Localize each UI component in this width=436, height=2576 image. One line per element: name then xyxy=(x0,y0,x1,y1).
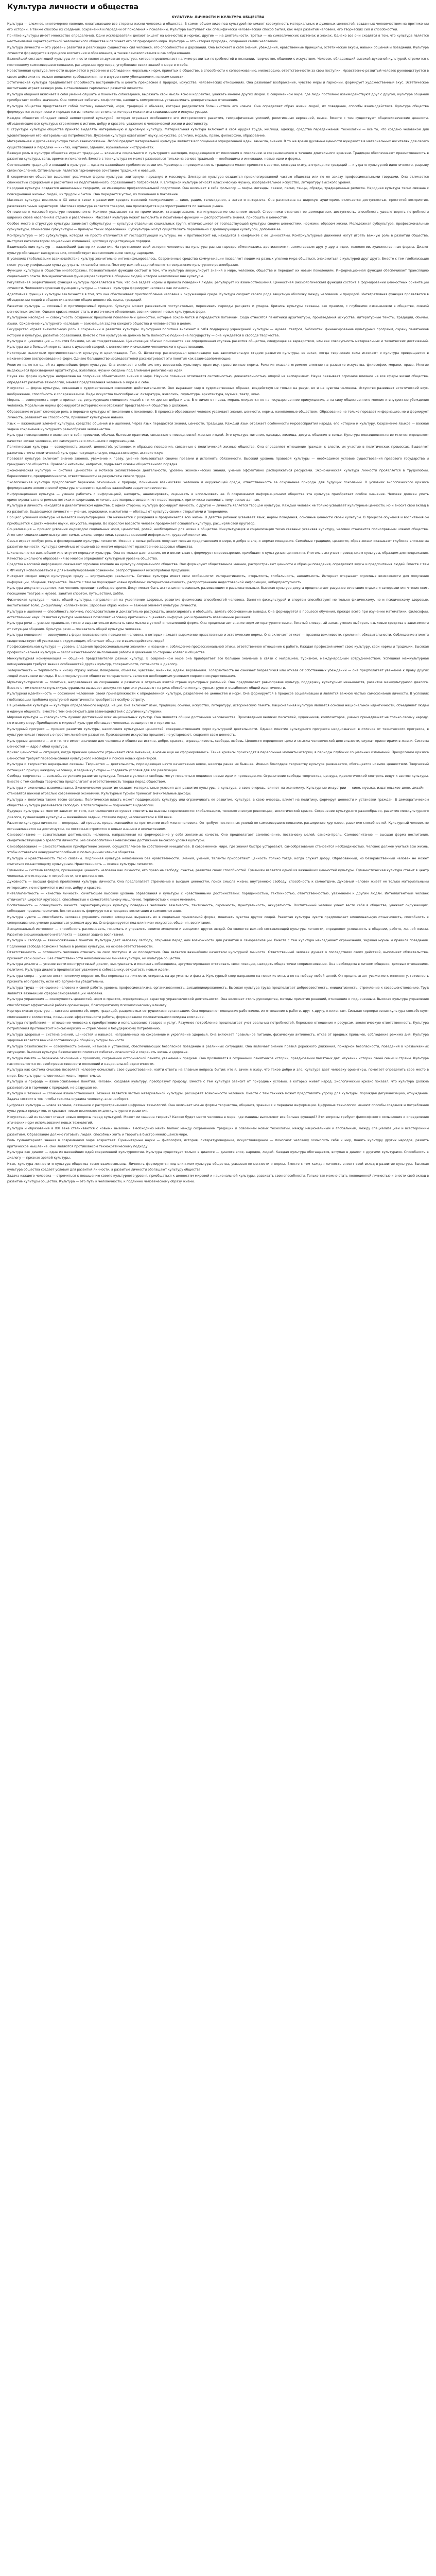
paragraph: Средства массовой информации оказывают огромное влияние на культуру современного общества. Они формируют общественное мнение, распространяют ценности и образцы поведения, определяют вкусы и предпочтения людей. Вместе с тем СМИ могут использоваться и для манипулирования сознанием, распространения низкопробной продукции. xyxy=(7,563,429,572)
paragraph: Культура повседневности включает в себя привычки, обычаи, бытовые практики, связанные с повседневной жизнью людей. Это культура питания, одежды, жилища, досуга, общения в семье. Культура повседневности во многом определяет качество жизни человека, его самочувствие и отношения с окружающими. xyxy=(7,433,429,443)
paragraph: Культура общения включает в себя умение слушать и понимать собеседника, выражать свои мысли ясно и корректно, уважать мнение других людей. В современном мире, где люди постоянно взаимодействуют друг с другом, культура общения приобретает особое значение. Она помогает избегать конфликтов, находить компромиссы, устанавливать доверительные отношения. xyxy=(7,92,429,103)
paragraph: Образование играет ключевую роль в передаче культуры от поколения к поколению. В процессе образования человек усваивает знания, ценности, нормы, накопленные обществом. Образование не только передает информацию, но и формирует личность, развивает ее способности, прививает культурные навыки. xyxy=(7,410,429,420)
paragraph: Итак, культура личности и культура общества тесно взаимосвязаны. Личность формируется под влиянием культуры общества, усваивая ее ценности и нормы. Вместе с тем каждая личность вносит свой вклад в развитие культуры. Высокая культура общества создает условия для развития личности, а развитые личности обогащают культуру общества. xyxy=(7,1162,429,1172)
paragraph: Культурные ценности — это то, что имеет значение для человека и общества: истина, добро, красота, справедливость, свобода, любовь. Ценности определяют цели и смыслы человеческой деятельности, служат ориентирами в жизни. Система ценностей — ядро любой культуры. xyxy=(7,739,429,749)
paragraph: Процесс усвоения культуры называется инкультурацией. Он начинается с рождения и продолжается всю жизнь. В детстве ребенок усваивает язык, нормы поведения, основные ценности своей культуры. В процессе обучения и воспитания он приобщается к достижениям науки, искусства, морали. Во взрослом возрасте человек продолжает осваивать культуру, расширяя свой кругозор. xyxy=(7,516,429,526)
paragraph: Корпоративная культура — система ценностей, норм, традиций, разделяемых сотрудниками организации. Она определяет поведение работников, их отношение к работе, друг к другу, к клиентам. Сильная корпоративная культура способствует сплоченности коллектива, повышению эффективности работы, формированию положительного имиджа компании. xyxy=(7,1009,429,1019)
paragraph: Мировая культура — совокупность лучших достижений всех национальных культур. Она является общим достоянием человечества. Произведения великих писателей, художников, композиторов, ученых принадлежат не только своему народу, но и всему миру. Приобщение к мировой культуре обогащает человека, расширяет его горизонты. xyxy=(7,715,429,725)
document-title: Культура личности и общества xyxy=(7,3,139,11)
paragraph: Культура и природа — взаимосвязанные понятия. Человек, создавая культуру, преобразует природу. Вместе с тем культура зависит от природных условий, в которых живет народ. Экологический кризис показал, что культура должна развиваться в гармонии с природой, не разрушая ее. xyxy=(7,1080,429,1090)
chapter-heading: КУЛЬТУРА: ЛИЧНОСТИ И КУЛЬТУРА ОБЩЕСТВА xyxy=(171,15,265,19)
paragraph: Экологическая культура предполагает бережное отношение к природе, понимание взаимосвязи человека и окружающей среды, ответственность за сохранение природы для будущих поколений. В условиях экологического кризиса формирование экологической культуры становится одной из важнейших задач человечества. xyxy=(7,480,429,490)
paragraph: Духовность — высшая форма проявления культуры личности. Она предполагает стремление к высшим ценностям, поиск смысла жизни, внутреннюю свободу, способность к самоотдаче. Духовный человек живет не только материальными интересами, но и стремится к истине, добру и красоте. xyxy=(7,880,429,890)
paragraph: Культура поведения — совокупность форм повседневного поведения человека, в которых находят выражение нравственные и эстетические нормы. Она включает этикет — правила вежливости, приличия, обходительности. Соблюдение этикета свидетельствует об уважении к окружающим, облегчает общение и взаимодействие людей. xyxy=(7,633,429,643)
paragraph: Будущее культуры во многом зависит от того, как человечество сумеет ответить на вызовы современности: глобализацию, технологическую революцию, экологический кризис. Сохранение культурного разнообразия, развитие межкультурного диалога, гуманизация культуры — важнейшие задачи, стоящие перед человечеством в XXI веке. xyxy=(7,809,429,819)
paragraph: Развитие культуры — сложный и противоречивый процесс. Культура может развиваться поступательно, переживать периоды расцвета и упадка. Кризисы культуры связаны, как правило, с глубокими изменениями в обществе, сменой ценностных систем. Однако кризис может стать и источником обновления, возникновения новых культурных форм. xyxy=(7,304,429,314)
paragraph: В условиях глобализации взаимодействие культур значительно интенсифицировалось. Современные средства коммуникации позволяют людям из разных уголков мира общаться, знакомиться с культурой друг друга. Вместе с тем глобализация несет угрозу унификации культур, утраты их самобытности. Поэтому важной задачей является сохранение культурного разнообразия. xyxy=(7,257,429,267)
paragraph: Взаимодействие культур — важнейший фактор их развития. На протяжении всей истории человечества культуры разных народов обменивались достижениями, заимствовали друг у друга идеи, технологии, художественные формы. Диалог культур обогащает каждую из них, способствует взаимопониманию между народами. xyxy=(7,245,429,255)
paragraph: Воспитанность — совокупность качеств, характеризующих культуру поведения человека: вежливость, тактичность, скромность, пунктуальность, аккуратность. Воспитанный человек умеет вести себя в обществе, уважает окружающих, соблюдает правила приличия. Воспитанность формируется в процессе воспитания и самовоспитания. xyxy=(7,903,429,913)
paragraph: Искусственный интеллект ставит новые вопросы перед культурой. Может ли машина творить? Каково будет место человека в мире, где машины выполняют все больше функций? Эти вопросы требуют философского осмысления и определения этических норм использования новых технологий. xyxy=(7,1115,429,1125)
paragraph: Культура труда — отношение человека к своей работе, уровень профессионализма, организованность, дисциплинированность. Высокая культура труда предполагает добросовестность, инициативность, стремление к совершенствованию. Труд является важнейшей сферой самореализации человека. xyxy=(7,986,429,996)
paragraph: Экономическая культура — система ценностей и мотивов хозяйственной деятельности, уровень экономических знаний, умение эффективно распоряжаться ресурсами. Экономическая культура личности проявляется в трудолюбии, бережливости, предприимчивости, ответственности за результаты своего труда. xyxy=(7,468,429,479)
paragraph: Интеллигентность — качество личности, сочетающее высокий уровень образования и культуры с нравственными достоинствами: порядочностью, тактичностью, ответственностью, уважением к другим людям. Интеллигентный человек отличается широтой кругозора, способностью к самостоятельному мышлению, терпимостью к иным мнениям. xyxy=(7,892,429,902)
paragraph: Культура общества представляет собой систему ценностей, норм, традиций и обычаев, которые разделяются большинством его членов. Она определяет образ жизни людей, их поведение, способы взаимодействия. Культура общества формируется исторически и передается из поколения в поколение через механизмы социализации и инкультурации. xyxy=(7,104,429,114)
paragraph: Наука как форма культуры направлена на получение объективного знания о мире. Научное познание отличается системностью, доказательностью, опорой на эксперимент. Наука оказывает огромное влияние на все сферы жизни общества, определяет развитие технологий, меняет представления человека о мире и о себе. xyxy=(7,375,429,384)
paragraph: Культура чувств — способность человека управлять своими эмоциями, выражать их в социально приемлемой форме, понимать чувства других людей. Развитая культура чувств предполагает эмоциональную отзывчивость, способность к сопереживанию, умение радоваться успехам других. Она формируется под влиянием искусства, общения, воспитания. xyxy=(7,915,429,925)
paragraph: Роль гуманитарного знания в современном мире возрастает. Гуманитарные науки — философия, история, литературоведение, искусствоведение — помогают человеку осмыслить себя и мир, понять культуру других народов, развить критическое мышление. Они являются противовесом технократическому подходу. xyxy=(7,1139,429,1148)
paragraph: Культурная идентичность — осознание человеком своей принадлежности к определенной культуре, разделение ее ценностей и норм. Она формируется в процессе социализации и является важной частью самосознания личности. В условиях глобализации проблема культурной идентичности приобретает особую остроту. xyxy=(7,692,429,702)
paragraph: Материальная и духовная культура тесно взаимосвязаны. Любой предмет материальной культуры является воплощением определенной идеи, замысла, знания. В то же время духовные ценности нуждаются в материальных носителях для своего существования и передачи — книгах, картинах, зданиях, музыкальных инструментах. xyxy=(7,140,429,149)
paragraph: Важную роль в культуре общества играют традиции — элементы социального и культурного наследия, передающиеся от поколения к поколению и сохраняющиеся в течение длительного времени. Традиции обеспечивают преемственность в развитии культуры, связь времен и поколений. Вместе с тем культура не может развиваться только на основе традиций — необходимы и инновации, новые идеи и формы. xyxy=(7,151,429,161)
document-body xyxy=(7,21,429,1184)
paragraph: Государство играет значительную роль в сохранении и развитии культуры. Культурная политика включает в себя поддержку учреждений культуры — музеев, театров, библиотек, финансирование культурных программ, охрану памятников истории и культуры, развитие образования. Вместе с тем культура не должна быть полностью подчинена государству — она нуждается в свободе творчества. xyxy=(7,328,429,337)
paragraph: Политическая культура — совокупность знаний, ценностей, установок и образцов поведения, связанных с политической жизнью общества. Она определяет отношение граждан к власти, их участие в политических процессах. Выделяют различные типы политической культуры: патриархальную, подданническую, активистскую. xyxy=(7,445,429,455)
paragraph: Задача каждого человека — стремиться к повышению своего культурного уровня, приобщаться к ценностям мировой и национальной культуры, развивать свои способности. Только так можно стать полноценной личностью и внести свой вклад в развитие культуры общества. Культура — это путь к человечности, к подлинно человеческому образу жизни. xyxy=(7,1174,429,1184)
paragraph: Культура управления — совокупность ценностей, норм и практик, определяющих характер управленческой деятельности. Она включает стиль руководства, методы принятия решений, отношение к подчиненным. Высокая культура управления способствует эффективной работе организации, благоприятному психологическому климату. xyxy=(7,997,429,1007)
paragraph: Интернет создал новую культурную среду — виртуальную реальность. Сетевая культура имеет свои особенности: интерактивность, открытость, глобальность, анонимность. Интернет открывает огромные возможности для получения информации, общения, творчества. Вместе с тем он порождает новые проблемы: интернет-зависимость, распространение недостоверной информации, киберпреступность. xyxy=(7,574,429,584)
paragraph: Кризис ценностей — ситуация, когда прежние ценности утрачивают свое значение, а новые еще не сформировались. Такие кризисы происходят в переломные моменты истории, в периоды глубоких социальных изменений. Преодоление кризиса ценностей требует переосмысления культурного наследия и поиска новых ориентиров. xyxy=(7,751,429,760)
paragraph: Культура досуга определяет, как человек проводит свободное время. Досуг может быть активным и пассивным, развивающим и развлекательным. Высокая культура досуга предполагает разумное сочетание отдыха и саморазвития: чтение книг, посещение театров и музеев, занятия спортом, путешествия, хобби. xyxy=(7,586,429,596)
paragraph: Культура безопасности — совокупность знаний, навыков и установок, обеспечивающих безопасное поведение в различных ситуациях. Она включает знание правил дорожного движения, пожарной безопасности, поведения в чрезвычайных ситуациях. Высокая культура безопасности помогает избегать опасностей и сохранять жизнь и здоровье. xyxy=(7,1044,429,1055)
paragraph: Нравственная культура личности выражается в усвоении и соблюдении моральных норм, принятых в обществе, в способности к сопереживанию, милосердию, ответственности за свои поступки. Нравственно развитый человек руководствуется в своих действиях не только внешними требованиями, но и внутренними убеждениями, голосом совести. xyxy=(7,69,429,79)
paragraph: Школа является важнейшим институтом передачи культуры. Она не только дает знания, но и воспитывает, формирует мировоззрение, приобщает к культурным ценностям. Учитель выступает проводником культуры, образцом для подражания. Качество школьного образования во многом определяет культурный уровень общества. xyxy=(7,551,429,561)
paragraph: Некоторые мыслители противопоставляли культуру и цивилизацию. Так, О. Шпенглер рассматривал цивилизацию как заключительную стадию развития культуры, ее закат, когда творческие силы иссякают и культура превращается в механическое воспроизведение форм. Однако большинство исследователей рассматривают эти понятия как взаимодополняющие. xyxy=(7,351,429,361)
paragraph: Культурное наследие — совокупность созданных прошлыми поколениями ценностей, которые сохраняются и передаются потомкам. Сюда относятся памятники архитектуры, произведения искусства, литературные тексты, традиции, обычаи, языки. Сохранение культурного наследия — важнейшая задача каждого общества и человечества в целом. xyxy=(7,316,429,326)
paragraph: Каждое общество обладает своей неповторимой культурой, которая отражает особенности его исторического развития, географических условий, религиозных верований, языка. Вместе с тем существуют общечеловеческие ценности, объединяющие все культуры: стремление к истине, добру и красоте, уважение к человеческой жизни и достоинству. xyxy=(7,116,429,126)
paragraph: Ответственность — готовность человека отвечать за свои поступки и их последствия. Она является важнейшим качеством культурной личности. Ответственный человек думает о последствиях своих действий, выполняет обязательства, признает свои ошибки. Без ответственности невозможны ни личная культура, ни культура общества. xyxy=(7,951,429,960)
paragraph: В структуре культуры общества принято выделять материальную и духовную культуру. Материальная культура включает в себя орудия труда, жилища, одежду, средства передвижения, технологии — всё то, что создано человеком для удовлетворения его материальных потребностей. Духовная культура охватывает науку, искусство, религию, мораль, право, философию, образование. xyxy=(7,128,429,138)
paragraph: Культура здоровья — система знаний, ценностей и навыков, направленных на сохранение и укрепление здоровья. Она включает правильное питание, физическую активность, отказ от вредных привычек, соблюдение режима дня. Культура здоровья является важной составляющей общей культуры личности. xyxy=(7,1032,429,1043)
paragraph: Культура речи — умение правильно, точно и выразительно излагать свои мысли в устной и письменной форме. Она предполагает знание норм литературного языка, богатый словарный запас, умение выбирать языковые средства в зависимости от ситуации общения. Культура речи — показатель общей культуры человека. xyxy=(7,621,429,631)
paragraph: Культура и свобода — взаимосвязанные понятия. Культура дает человеку свободу, открывая перед ним возможности для развития и самореализации. Вместе с тем культура накладывает ограничения, задавая нормы и правила поведения. Подлинная свобода возможна только в рамках культуры, на основе ответственности. xyxy=(7,939,429,948)
paragraph: Особое место в структуре культуры занимают субкультуры — культуры отдельных социальных групп, отличающиеся от господствующей культуры своими ценностями, нормами, образом жизни. Молодежная субкультура, профессиональные субкультуры, этнические субкультуры — примеры таких образований. Субкультуры могут существовать параллельно с доминирующей культурой, дополняя ее. xyxy=(7,222,429,232)
paragraph: Социализация — процесс усвоения индивидом социальных норм, ценностей, ролей, необходимых для жизни в обществе. Инкультурация и социализация тесно связаны: усваивая культуру, человек становится полноправным членом общества. Агентами социализации выступают семья, школа, сверстники, средства массовой информации, трудовой коллектив. xyxy=(7,527,429,537)
paragraph: Культура и политика также тесно связаны. Политическая власть может поддерживать культуру или ограничивать ее развитие. Культура, в свою очередь, влияет на политику, формируя ценности и установки граждан. В демократическом обществе культура развивается свободно, в тоталитарном — подчиняется идеологии. xyxy=(7,798,429,808)
paragraph: Регулятивная (нормативная) функция культуры проявляется в том, что она задает нормы и правила поведения людей, регулирует их взаимоотношения. Ценностная (аксиологическая) функция состоит в формировании ценностных ориентаций личности. Человекотворческая функция культуры — главная: культура формирует человека как личность. xyxy=(7,280,429,291)
paragraph: Культура личности — это уровень развития и реализации сущностных сил человека, его способностей и дарований. Она включает в себя знания, убеждения, нравственные принципы, эстетические вкусы, навыки общения и поведения. Культура личности формируется в процессе воспитания и образования, а также самовоспитания и самообразования. xyxy=(7,45,429,56)
paragraph: В современном обществе выделяют различные формы культуры: элитарную, народную и массовую. Элитарная культура создается привилегированной частью общества или по ее заказу профессиональными творцами. Она отличается сложностью содержания и рассчитана на подготовленного, образованного потребителя. К элитарной культуре относят классическую музыку, изобразительное искусство, литературу высокого уровня. xyxy=(7,175,429,184)
paragraph: Развитие культуры личности — непрерывный процесс, продолжающийся на протяжении всей жизни человека. Он требует постоянных усилий по самосовершенствованию, расширению кругозора, развитию способностей. Культурный человек не останавливается на достигнутом, он постоянно стремится к новым знаниям и впечатлениям. xyxy=(7,821,429,831)
paragraph: Религия является одной из древнейших форм культуры. Она включает в себя систему верований, культовую практику, нравственные нормы. Религия оказала огромное влияние на развитие искусства, философии, морали, права. Многие выдающиеся произведения архитектуры, живописи, музыки созданы под влиянием религиозных идей. xyxy=(7,363,429,372)
paragraph: Правовая культура включает знание законов, уважение к праву, умение пользоваться своими правами и исполнять обязанности. Высокий уровень правовой культуры — необходимое условие существования правового государства и гражданского общества. Правовой нигилизм, напротив, подрывает основы общественного порядка. xyxy=(7,457,429,467)
paragraph: Самообразование — самостоятельное приобретение знаний, осуществляемое по собственной инициативе. В современном мире, где знания быстро устаревают, самообразование становится необходимостью. Человек должен учиться всю жизнь, чтобы оставаться конкурентоспособным и полноценным членом общества. xyxy=(7,844,429,855)
paragraph: Цифровая культура — новое явление, связанное с распространением цифровых технологий. Она включает новые формы творчества, общения, хранения и передачи информации. Цифровые технологии меняют способы создания и потребления культурных продуктов, открывают новые возможности для культурного развития. xyxy=(7,1103,429,1113)
paragraph: Важнейшей составляющей культуры личности является духовная культура, которая предполагает наличие развитых потребностей в познании, творчестве, общении с искусством. Человек, обладающий высокой духовной культурой, стремится к постоянному самосовершенствованию, расширению кругозора, углублению своих знаний о мире и о себе. xyxy=(7,57,429,67)
paragraph: Физическая культура — часть общей культуры, направленная на укрепление здоровья, развитие физических способностей человека. Занятия физкультурой и спортом способствуют не только физическому, но и психическому здоровью, воспитывают волю, дисциплину, коллективизм. Здоровый образ жизни — важный элемент культуры личности. xyxy=(7,598,429,608)
paragraph: Межкультурная коммуникация — общение представителей разных культур. В современном мире она приобретает все большее значение в связи с миграцией, туризмом, международным сотрудничеством. Успешная межкультурная коммуникация требует знания особенностей других культур, толерантности, готовности к диалогу. xyxy=(7,656,429,667)
paragraph: Культура — сложное, многомерное явление, охватывающее все стороны жизни человека и общества. В самом общем виде под культурой понимают совокупность материальных и духовных ценностей, созданных человечеством на протяжении его истории, а также способы их создания, сохранения и передачи от поколения к поколению. Культура выступает как специфически человеческий способ бытия, как мера развития человека, его творческих сил и способностей. xyxy=(7,22,429,32)
paragraph: Понятие культуры имеет множество определений. Одни исследователи делают акцент на ценностях и нормах, другие — на деятельности, третьи — на символических системах и знаках. Однако все они сходятся в том, что культура является неотъемлемой характеристикой человеческого общества и отличает его от природного мира. Культура — это «вторая природа», созданная самим человеком. xyxy=(7,33,429,44)
paragraph: Профессиональная культура — уровень владения профессиональными знаниями и навыками, соблюдение профессиональной этики, ответственное отношение к работе. Каждая профессия имеет свою культуру, свои нормы и традиции. Высокая профессиональная культура — залог качественного выполнения работы и уважения со стороны коллег и общества. xyxy=(7,645,429,655)
paragraph: Самовоспитание — сознательная деятельность человека, направленная на формирование у себя желаемых качеств. Оно предполагает самопознание, постановку целей, самоконтроль. Самовоспитание — высшая форма воспитания, свидетельствующая о зрелости личности. Без самовоспитания невозможно достижение высокого уровня культуры. xyxy=(7,833,429,843)
paragraph: Мультикультурализм — политика, направленная на сохранение и развитие в отдельно взятой стране культурных различий. Она предполагает равноправие культур, поддержку культурных меньшинств, развитие межкультурного диалога. Вместе с тем политика мультикультурализма вызывает дискуссии: критики указывают на риск обособления культурных групп и ослабления общей идентичности. xyxy=(7,680,429,690)
paragraph: Искусство — форма культуры, связанная с художественным освоением действительности. Оно выражает мир в художественных образах, воздействуя не только на разум, но и на чувства человека. Искусство развивает эстетический вкус, воображение, способность к сопереживанию. Виды искусства многообразны: литература, живопись, скульптура, архитектура, музыка, театр, кино. xyxy=(7,386,429,396)
paragraph: Адаптивная функция культуры заключается в том, что она обеспечивает приспособление человека к окружающей среде. Культура создает своего рода защитную оболочку между человеком и природой. Интегративная функция проявляется в объединении людей в общности на основе общих ценностей, языка, традиций. xyxy=(7,292,429,302)
paragraph: Функции культуры в обществе многообразны. Познавательная функция состоит в том, что культура аккумулирует знания о мире, человеке, обществе и передает их новым поколениям. Информационная функция обеспечивает трансляцию социального опыта. Коммуникативная функция реализуется в общении людей, которое невозможно вне культуры. xyxy=(7,269,429,279)
paragraph: Соотношение традиций и новаций в культуре — одна из важнейших проблем ее развития. Чрезмерная приверженность традициям может привести к застою, консерватизму, а отрицание традиций — к утрате культурной идентичности, разрыву связи поколений. Оптимальным является гармоничное сочетание традиций и новаций. xyxy=(7,163,429,173)
paragraph: Толерантность — терпимость к иному образу жизни, поведению, обычаям, чувствам, мнениям, идеям, верованиям. Толерантность не означает безразличия или отказа от собственных убеждений — она предполагает уважение к праву других людей иметь свои взгляды. В многокультурном обществе толерантность является необходимым условием мирного сосуществования. xyxy=(7,668,429,679)
paragraph: Культура как система смыслов позволяет человеку осмыслить свое существование, найти ответы на главные вопросы бытия: кто я, зачем я живу, что такое добро и зло. Культура дает человеку ориентиры, помогает определить свое место в мире. Без культуры человеческая жизнь теряет смысл. xyxy=(7,1068,429,1078)
paragraph: Культура спора — умение вести полемику корректно, без перехода на личности, опираясь на аргументы и факты. Культурный спор направлен на поиск истины, а не на победу любой ценой. Он предполагает уважение к оппоненту, готовность признать его правоту, если его аргументы убедительны. xyxy=(7,974,429,984)
paragraph: Культура и личность находятся в диалектическом единстве. С одной стороны, культура формирует личность, с другой — личность является творцом культуры. Каждый человек не только усваивает культурные ценности, но и вносит свой вклад в их развитие. Выдающиеся личности — ученые, художники, мыслители — обогащают культуру своими открытиями и творениями. xyxy=(7,504,429,514)
paragraph: Эстетическая культура предполагает способность воспринимать и ценить прекрасное в природе, искусстве, человеческих отношениях. Она развивает воображение, чувство меры и гармонии, формирует художественный вкус. Эстетическое воспитание играет важную роль в становлении гармонично развитой личности. xyxy=(7,81,429,91)
paragraph: Культура мышления — способность логично, последовательно и доказательно рассуждать, анализировать и обобщать, делать обоснованные выводы. Она формируется в процессе обучения, прежде всего при изучении математики, философии, естественных наук. Развитая культура мышления позволяет человеку критически оценивать информацию и принимать взвешенные решения. xyxy=(7,609,429,620)
paragraph: Культура и образование в XXI веке сталкиваются с новыми вызовами. Необходимо найти баланс между сохранением традиций и освоением новых технологий, между национальным и глобальным, между специализацией и всесторонним развитием. Образование должно готовить людей, способных жить и творить в быстро меняющемся мире. xyxy=(7,1127,429,1137)
paragraph: Культура и техника — сложные взаимоотношения. Техника является частью материальной культуры, расширяет возможности человека. Вместе с тем техника может представлять угрозу для культуры, порождая дегуманизацию, отчуждение. Задача состоит в том, чтобы техника служила человеку, а не наоборот. xyxy=(7,1091,429,1101)
paragraph: Мораль — совокупность норм и принципов, регулирующих поведение людей с точки зрения добра и зла. В отличие от права, мораль опирается не на государственное принуждение, а на силу общественного мнения и внутренние убеждения человека. Моральные нормы формируются исторически и отражают представления общества о должном. xyxy=(7,398,429,408)
paragraph: Гуманизм — система взглядов, признающая ценность человека как личности, его право на свободу, счастье, развитие своих способностей. Гуманизм является одной из важнейших ценностей культуры. Гуманистическая культура ставит в центр человека, его интересы и потребности, его достоинство. xyxy=(7,868,429,878)
paragraph: Культура памяти — бережное отношение к прошлому, сохранение исторической памяти, уважение к предкам. Она проявляется в сохранении памятников истории, праздновании памятных дат, изучении истории своей семьи и страны. Культура памяти является основой преемственности поколений и национальной идентичности. xyxy=(7,1056,429,1066)
paragraph: Культура как диалог — одна из важнейших идей современной культурологии. Культура существует только в диалоге — диалоге эпох, народов, людей. Каждая культура обогащается, вступая в диалог с другими культурами. Способность к диалогу — признак зрелой культуры. xyxy=(7,1150,429,1160)
paragraph: Культурный прогресс — процесс развития культуры, накопления культурных ценностей, совершенствования форм культурной деятельности. Однако понятие культурного прогресса неоднозначно: в отличие от технического прогресса, в культуре нельзя говорить о простом линейном развитии. Произведения искусства прошлого не устаревают, сохраняя свою ценность. xyxy=(7,727,429,737)
paragraph: Культура и экономика взаимосвязаны. Экономическое развитие создает материальные условия для развития культуры, а культура, в свою очередь, влияет на экономику. Культурные индустрии — кино, музыка, издательское дело, дизайн — становятся важной отраслью современной экономики. Культурный туризм приносит значительные доходы. xyxy=(7,786,429,796)
paragraph: Массовая культура возникла в XX веке в связи с развитием средств массовой коммуникации — кино, радио, телевидения, а затем и интернета. Она рассчитана на широкую аудиторию, отличается доступностью, простотой восприятия, развлекательным характером. Массовая культура является товаром, она производится и распространяется по законам рынка. xyxy=(7,198,429,208)
paragraph: Язык — важнейший элемент культуры, средство общения и мышления. Через язык передаются знания, ценности, традиции. Каждый язык отражает особенности мировосприятия народа, его историю и культуру. Сохранение языков — важная задача сохранения культурного разнообразия человечества. xyxy=(7,421,429,432)
paragraph: Культура и нравственность тесно связаны. Подлинная культура невозможна без нравственности. Знания, умения, таланты приобретают ценность только тогда, когда служат добру. Образованный, но безнравственный человек не может считаться по-настоящему культурным. Нравственность — основа культуры личности. xyxy=(7,856,429,867)
paragraph: Национальная культура — культура определенного народа, нации. Она включает язык, традиции, обычаи, искусство, литературу, историческую память. Национальная культура является основой национальной идентичности, объединяет людей в единую общность. Вместе с тем она открыта для взаимодействия с другими культурами. xyxy=(7,704,429,714)
paragraph: Культура диалога — умение вести конструктивный диалог, выслушивать и понимать собеседника, аргументированно отстаивать свою позицию, находить общие точки соприкосновения. Она необходима в личном общении, деловых отношениях, политике. Культура диалога предполагает уважение к собеседнику, открытость новым идеям. xyxy=(7,962,429,972)
paragraph: Контркультура — это субкультура, которая не просто отличается от господствующей культуры, но и противостоит ей, находится в конфликте с ее ценностями. Контркультурные движения могут играть важную роль в развитии общества, выступая катализатором социальных изменений, критикуя существующие порядки. xyxy=(7,233,429,244)
paragraph: Семья играет особую роль в формировании культуры личности. Именно в семье ребенок получает первые представления о мире, о добре и зле, о нормах поведения. Семейные традиции, ценности, образ жизни оказывают глубокое влияние на развитие личности. Культура семейных отношений во многом определяет нравственное здоровье общества. xyxy=(7,539,429,549)
paragraph: Информационная культура — умение работать с информацией, находить, анализировать, оценивать и использовать ее. В современном информационном обществе эта культура приобретает особое значение. Человек должен уметь ориентироваться в огромных потоках информации, отличать достоверные сведения от недостоверных, критически оценивать получаемые данные. xyxy=(7,492,429,502)
paragraph: Свобода творчества — важнейшее условие развития культуры. Только в условиях свободы могут появляться подлинно новые идеи и произведения. Ограничение свободы творчества, цензура, идеологический контроль ведут к застою культуры. Вместе с тем свобода творчества предполагает и ответственность творца перед обществом. xyxy=(7,774,429,784)
paragraph: Культура потребления — отношение человека к приобретению и использованию товаров и услуг. Разумное потребление предполагает учет реальных потребностей, бережное отношение к ресурсам, экологическую ответственность. Культура потребления противостоит консьюмеризму — стремлению к безудержному потреблению. xyxy=(7,1021,429,1031)
paragraph: Культура и цивилизация — понятия близкие, но не тождественные. Цивилизация обычно понимается как определенная ступень развития общества, следующая за варварством, или как совокупность материальных и технических достижений. Культура же в большей мере связана с духовной сферой, с ценностями и смыслами человеческого существования. xyxy=(7,339,429,349)
paragraph: Эмоциональный интеллект — способность распознавать, понимать и управлять своими эмоциями и эмоциями других людей. Он является важной составляющей культуры личности, определяет успешность в общении, работе, личной жизни. Развитие эмоционального интеллекта — важная задача воспитания. xyxy=(7,927,429,937)
paragraph: Отношение к массовой культуре неоднозначно. Критики указывают на ее примитивизм, стандартизацию, манипулирование сознанием людей. Сторонники отмечают ее демократизм, доступность, способность удовлетворять потребности широких слоев населения в отдыхе и развлечении. Массовая культура может выполнять и позитивные функции — распространять знания, приобщать к ценностям. xyxy=(7,210,429,220)
paragraph: Народная культура создается анонимными творцами, не имеющими профессиональной подготовки. Она включает в себя фольклор — мифы, легенды, сказки, песни, танцы, обряды, традиционные ремесла. Народная культура тесно связана с повседневной жизнью людей, их трудом и бытом. Она передается устно, из поколения в поколение. xyxy=(7,187,429,196)
paragraph: Культура и творчество неразрывно связаны. Творчество — деятельность, порождающая нечто качественно новое, никогда ранее не бывшее. Именно благодаря творчеству культура развивается, обогащается новыми ценностями. Творческий потенциал присущ каждому человеку, и задача культуры — создавать условия для его реализации. xyxy=(7,762,429,772)
